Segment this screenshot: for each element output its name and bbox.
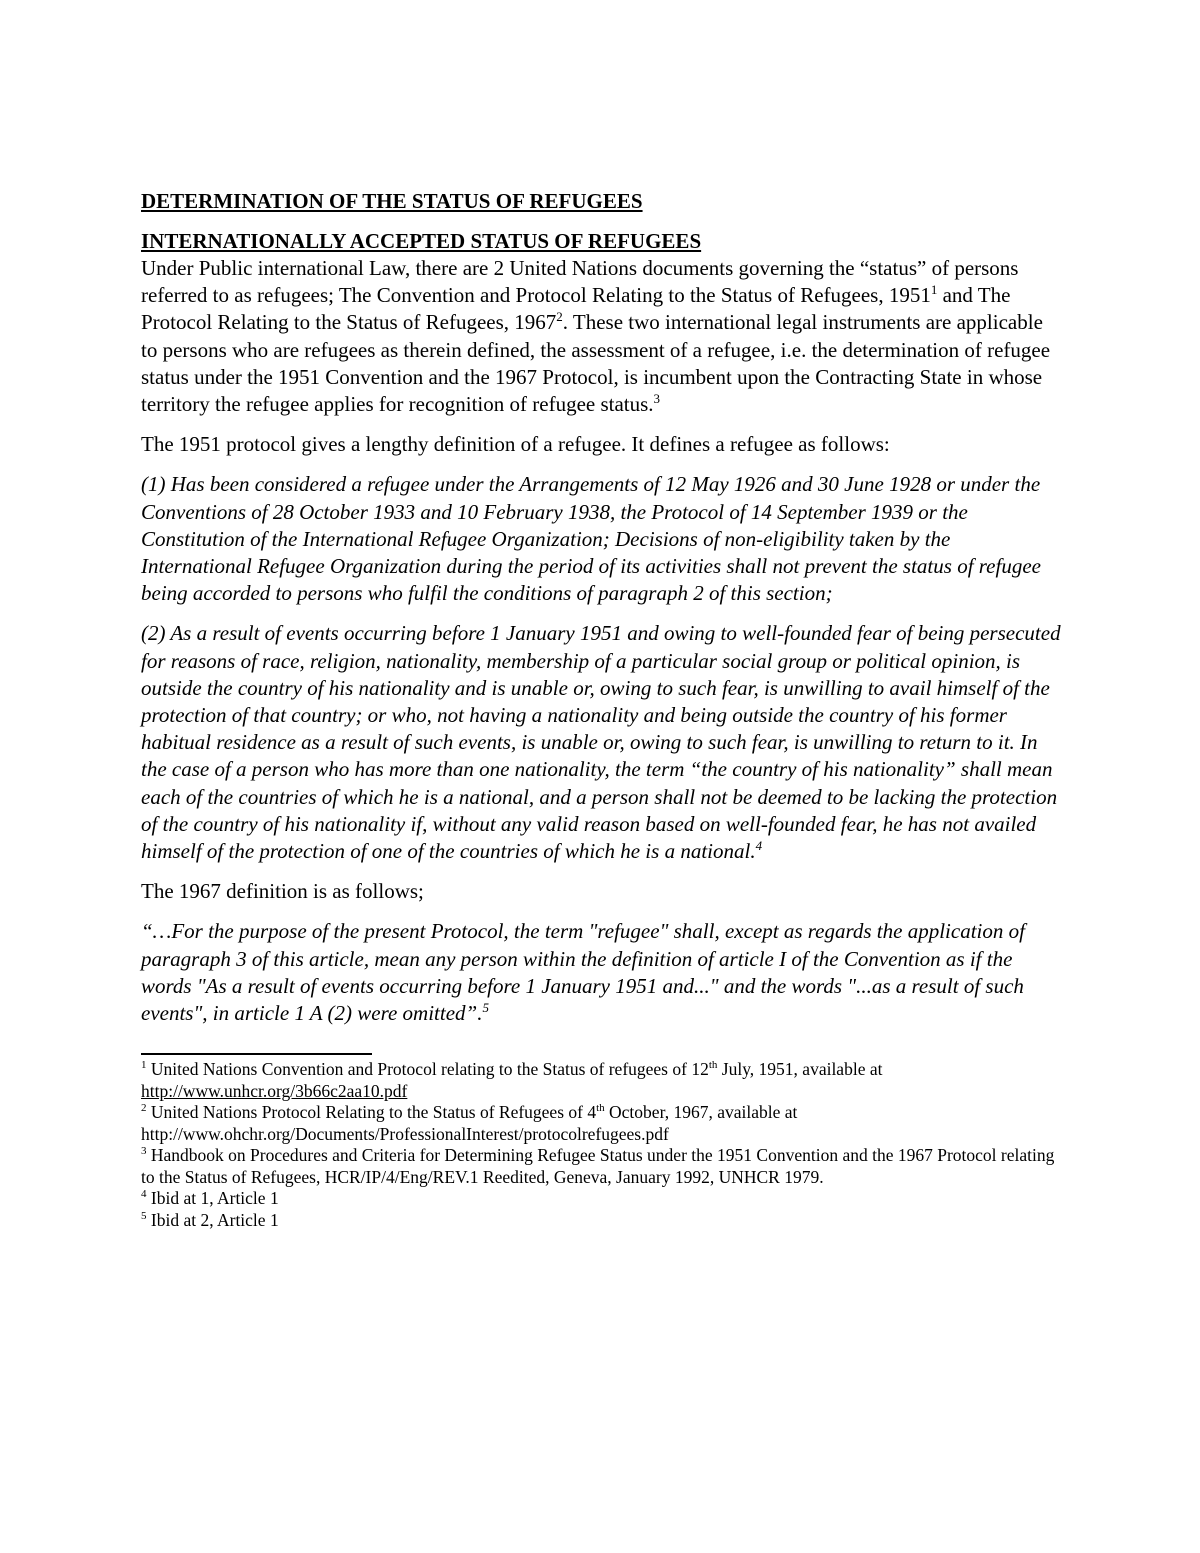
footnote-ref-1[interactable]: 1 xyxy=(930,282,938,298)
footnote-text: October, 1967, available at xyxy=(604,1102,798,1123)
intro-text-1: Under Public international Law, there are 2 United Nations documents governing the “status” of persons referred to as refugees; The Convention and Protocol Relating to the Status of Refugees, 1951 xyxy=(141,256,1019,308)
footnote-5 xyxy=(141,1210,1061,1232)
quote-3-text: “…For the purpose of the present Protocol, the term "refugee" shall, except as regards the application of paragraph 3 of this article, mean any person within the definition of article I of the Convention as if the words "As a result of events occurring before 1 January 1951 and..." and the words "...as a result of such events", in article 1 A (2) were omitted”. xyxy=(141,919,1025,1026)
quote-paragraph-3 xyxy=(141,918,1061,1027)
intro-paragraph xyxy=(141,255,1061,418)
footnotes xyxy=(141,1059,1061,1231)
footnote-ref-2[interactable]: 2 xyxy=(556,309,563,325)
footnote-text: United Nations Convention and Protocol relating to the Status of refugees of 12 xyxy=(146,1059,709,1080)
quote-paragraph-2 xyxy=(141,620,1061,865)
footnote-ref-4[interactable]: 4 xyxy=(755,838,763,854)
footnote-text: Handbook on Procedures and Criteria for Determining Refugee Status under the 1951 Convention and the 1967 Protocol relating to the Status of Refugees, HCR/IP/4/Eng/REV.1 Reedited, Geneva, January 1992, UNHCR 1979. xyxy=(141,1145,1055,1187)
intro-text-2: and The Protocol Relating to the Status of Refugees, 1967 xyxy=(141,283,1011,335)
footnote-3 xyxy=(141,1145,1061,1188)
intro-text-3: . These two international legal instruments are applicable to persons who are refugees as therein defined, the assessment of a refugee, i.e. the determination of refugee status under the 1951 Convention and the 1967 Protocol, is incumbent upon the Contracting State in whose territory the refugee applies for recognition of refugee status. xyxy=(141,310,1051,417)
footnote-separator xyxy=(141,1053,372,1055)
footnote-text: July, 1951, available at xyxy=(717,1059,883,1080)
section-heading: INTERNATIONALLY ACCEPTED STATUS OF REFUGEES xyxy=(141,229,702,253)
footnote-number: 1 xyxy=(141,1059,147,1072)
footnote-ordinal: th xyxy=(708,1059,718,1072)
quote-paragraph-1: (1) Has been considered a refugee under the Arrangements of 12 May 1926 and 30 June 1928 or under the Conventions of 28 October 1933 and 10 February 1938, the Protocol of 14 September 1939 or the Constitution of the International Refugee Organization; Decisions of non-eligibility taken by the International Refugee Organization during the period of its activities shall not prevent the status of refugee being accorded to persons who fulfil the conditions of paragraph 2 of this section; xyxy=(141,472,1041,606)
footnote-text: Ibid at 2, Article 1 xyxy=(146,1209,279,1230)
footnote-4 xyxy=(141,1188,1061,1210)
document-page xyxy=(141,188,1061,1231)
footnote-ordinal: th xyxy=(596,1102,605,1115)
footnote-2 xyxy=(141,1102,1061,1145)
footnote-number: 3 xyxy=(141,1145,147,1158)
definition-1967-intro: The 1967 definition is as follows; xyxy=(141,879,424,904)
footnote-number: 2 xyxy=(141,1102,147,1115)
footnote-link[interactable]: http://www.unhcr.org/3b66c2aa10.pdf xyxy=(141,1080,408,1101)
footnote-ref-3[interactable]: 3 xyxy=(653,391,661,407)
document-title: DETERMINATION OF THE STATUS OF REFUGEES xyxy=(141,189,643,213)
quote-2-text: (2) As a result of events occurring before 1 January 1951 and owing to well-founded fear of being persecuted for reasons of race, religion, nationality, membership of a particular social group or political opinion, is outside the country of his nationality and is unable or, owing to such fear, is unwilling to avail himself of the protection of that country; or who, not having a nationality and being outside the country of his former habitual residence as a result of such events, is unable or, owing to such fear, is unwilling to return to it. In the case of a person who has more than one nationality, the term “the country of his nationality” shall mean each of the countries of which he is a national, and a person shall not be deemed to be lacking the protection of the country of his nationality if, without any valid reason based on well-founded fear, he has not availed himself of the protection of one of the countries of which he is a national. xyxy=(141,621,1061,864)
definition-1951-intro: The 1951 protocol gives a lengthy definition of a refugee. It defines a refugee as follows: xyxy=(141,432,890,457)
footnote-number: 4 xyxy=(141,1188,147,1201)
footnote-number: 5 xyxy=(141,1209,147,1222)
footnote-url: http://www.ohchr.org/Documents/ProfessionalInterest/protocolrefugees.pdf xyxy=(141,1123,669,1144)
footnote-ref-5[interactable]: 5 xyxy=(482,1000,489,1016)
footnote-1 xyxy=(141,1059,1061,1102)
footnote-text: United Nations Protocol Relating to the Status of Refugees of 4 xyxy=(146,1102,597,1123)
footnote-text: Ibid at 1, Article 1 xyxy=(146,1188,279,1209)
